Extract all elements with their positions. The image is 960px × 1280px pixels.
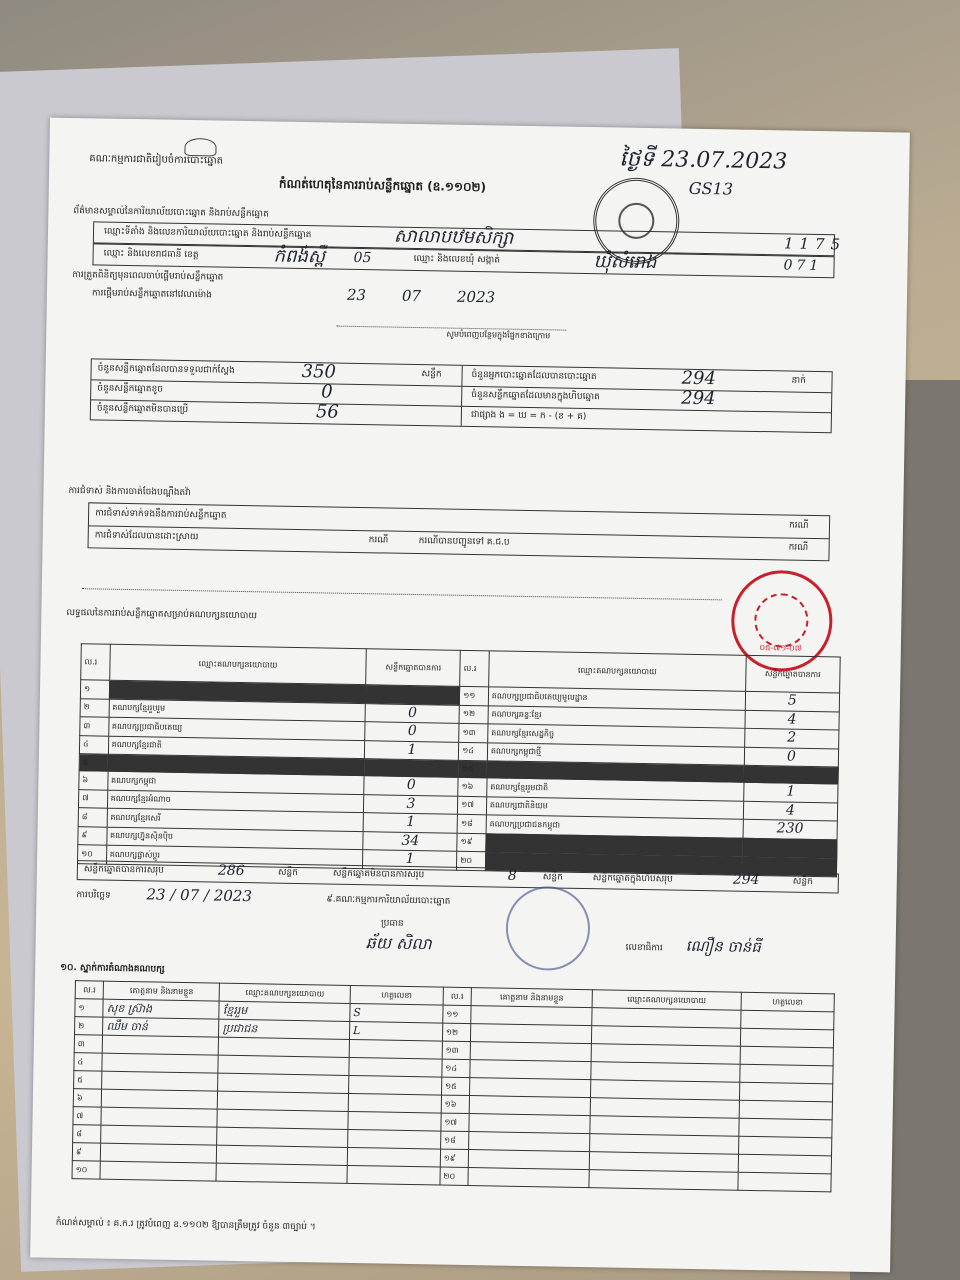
witness-no: ៩ — [72, 1143, 101, 1161]
handwritten-date: ថ្ងៃទី 23.07.2023 — [619, 146, 788, 175]
secretary-label: លេខាធិការ — [625, 942, 663, 954]
witness-no: ២០ — [440, 1167, 469, 1185]
witness-sign — [740, 1064, 833, 1084]
tally-party: គណបក្សប្រជាជនកម្ពុជា — [486, 815, 743, 838]
tally-header-party-2: ឈ្មោះគណបក្សនយោបាយ — [489, 651, 746, 691]
tally-party: គណបក្សខ្មែរជាតិ — [108, 736, 365, 759]
tally-header-no: ល.រ — [81, 644, 110, 680]
blue-seal-stamp — [505, 886, 590, 971]
witness-sign — [347, 1165, 440, 1185]
secretary-name: ណឿន ចាន់ធី — [685, 936, 761, 957]
tally-votes: 0 — [365, 722, 459, 742]
valid-total-value: 286 — [217, 862, 245, 880]
witness-no: ១៨ — [440, 1131, 469, 1149]
nec-emblem-icon — [184, 138, 216, 157]
witness-no: ១៦ — [441, 1095, 470, 1113]
tally-votes: 3 — [364, 794, 458, 814]
handwritten-number: GS13 — [688, 178, 734, 199]
witness-sign — [348, 1129, 441, 1149]
witness-name: ឈឹម ចាន់ — [103, 1017, 219, 1037]
tally-votes: 0 — [744, 747, 839, 767]
witness-name — [470, 1060, 591, 1080]
tally-votes: 4 — [743, 801, 838, 821]
witness-header-party-2: ឈ្មោះគណបក្សនយោបាយ — [592, 990, 741, 1011]
unused-label: ចំនួនសន្លឹកឆ្នោតមិនបានប្រើ — [96, 403, 189, 416]
tally-party: គណបក្សឆន្ទៈខ្មែរ — [488, 705, 745, 728]
witness-name — [101, 1107, 217, 1127]
witness-sign — [738, 1172, 831, 1192]
complaint-row2-code: ករណី — [368, 535, 389, 546]
complaint-box — [88, 502, 831, 561]
witness-no: ១៤ — [442, 1059, 471, 1077]
void-total-value: 8 — [507, 867, 517, 884]
fill-instruction: សូមបំពេញបន្ថែមក្នុងផ្នែកខាងក្រោម — [446, 329, 551, 341]
province-value: កំពង់ស្ពឺ — [273, 245, 326, 268]
commune-code: 071 — [783, 257, 823, 275]
tally-header-no-2: ល.រ — [460, 650, 489, 686]
box-total-unit: សន្លឹក — [792, 876, 813, 888]
tally-party: គណបក្សប្រជាធិបតេយ្យ — [108, 717, 365, 740]
witness-name — [470, 1078, 591, 1098]
witness-name — [468, 1168, 589, 1188]
witness-no: ៦ — [73, 1089, 102, 1107]
witness-header-name-2: គោត្តនាម និងនាមខ្លួន — [471, 988, 592, 1008]
province-label: ឈ្មោះ និងលេខរាជធានី ខេត្ត — [103, 248, 199, 261]
witness-sign — [740, 1028, 833, 1048]
tally-label: លទ្ធផលនៃការរាប់សន្លឹកឆ្នោតសម្រាប់គណបក្សនយោបាយ — [66, 607, 258, 622]
tally-party: គណបក្សខ្មែរសេដ្ឋកិច្ច — [488, 724, 745, 747]
complaint-row2-right: ករណីបានបញ្ជូនទៅ គ.ជ.ប — [418, 536, 510, 548]
tally-party: គណបក្សខ្មែរសេរី — [107, 808, 364, 831]
witness-no: ៤ — [74, 1053, 103, 1071]
tally-no: ៥ — [79, 754, 108, 771]
witness-header-party: ឈ្មោះគណបក្សនយោបាយ — [220, 983, 351, 1003]
tally-party: គណបក្សជាតិនិយម — [486, 796, 743, 819]
witness-name — [471, 1006, 592, 1026]
witness-sign — [739, 1100, 832, 1120]
witness-name — [469, 1132, 590, 1152]
witness-no: ១ — [75, 999, 104, 1017]
tally-no: ១៩ — [457, 833, 486, 852]
witness-no: ១៥ — [441, 1077, 470, 1095]
tally-votes — [742, 838, 837, 858]
chair-name: ឆ័យ សិលា — [365, 933, 432, 954]
witness-sign — [738, 1154, 831, 1174]
witness-no: ៨ — [73, 1125, 102, 1143]
tally-no: ១០ — [78, 845, 107, 864]
witness-no: ១៣ — [442, 1041, 471, 1059]
witness-name — [470, 1042, 591, 1062]
witness-header-sign: ហត្ថលេខា — [350, 985, 443, 1005]
complaint-row2: ការជំទាស់ដែលបានដោះស្រាយ — [94, 530, 199, 543]
tally-votes: 1 — [363, 850, 457, 870]
start-time-label: ការផ្តើមរាប់សន្លឹកឆ្នោតនៅវេលាម៉ោង — [91, 288, 213, 301]
witness-no: ២ — [75, 1017, 104, 1035]
received-label: ចំនួនសន្លឹកឆ្នោតដែលបានទទួលជាក់ស្តែង — [97, 363, 235, 376]
witness-name — [102, 1071, 218, 1091]
witness-sign — [347, 1147, 440, 1167]
tally-votes: 0 — [366, 703, 460, 723]
witness-no: ១២ — [442, 1023, 471, 1041]
counting-report-paper — [30, 118, 910, 1273]
witness-sign — [349, 1057, 442, 1077]
box-total-value: 294 — [732, 871, 760, 889]
voters-label: ចំនួនអ្នកបោះឆ្នោតដែលបានបោះឆ្នោត — [471, 369, 597, 383]
tally-no: ៧ — [78, 789, 107, 808]
tally-no: ៤ — [79, 735, 108, 754]
witness-party — [589, 1170, 738, 1191]
tally-table — [77, 643, 841, 877]
tally-no: ១៨ — [457, 814, 486, 833]
tally-no: ៩ — [78, 826, 107, 845]
tally-votes: 1 — [365, 740, 459, 760]
witness-sign — [348, 1093, 441, 1113]
witness-header-no-2: ល.រ — [443, 987, 472, 1005]
formula-label: ជាផ្សាង ង = ឃ = ក - (ខ + គ) — [470, 409, 587, 422]
tally-party: គណបក្សខ្មែររួមជាតិ — [487, 778, 744, 801]
witness-sign — [740, 1046, 833, 1066]
spoiled-value: 0 — [321, 381, 333, 403]
voters-unit: នាក់ — [791, 375, 806, 386]
location-value: សាលាបឋមសិក្សា — [393, 225, 514, 249]
witness-name — [102, 1053, 218, 1073]
witness-sign — [739, 1118, 832, 1138]
complaint-row1-code: ករណី — [788, 520, 809, 531]
tally-no: ១៥ — [458, 760, 487, 777]
witness-party — [218, 1091, 349, 1111]
witness-table — [71, 980, 834, 1192]
witness-header-no: ល.រ — [75, 981, 104, 999]
witness-name — [471, 1024, 592, 1044]
ballot-count-box — [90, 358, 833, 433]
box-ballots-value: 294 — [681, 387, 716, 410]
commune-value: ឃុំសំរោង — [593, 251, 657, 274]
complaint-row1: ការជំទាស់ទាក់ទងនឹងការរាប់សន្លឹកឆ្នោត — [95, 508, 227, 521]
witness-name — [469, 1114, 590, 1134]
start-month: 07 — [401, 286, 422, 306]
witness-name — [102, 1089, 218, 1109]
witness-sign — [739, 1136, 832, 1156]
witness-party — [219, 1037, 350, 1057]
signoff-date-label: ការបរិច្ឆេទ — [76, 890, 111, 901]
tally-no: ២ — [80, 698, 109, 717]
void-total-unit: សន្លឹក — [542, 872, 563, 883]
unused-value: 56 — [315, 401, 340, 423]
footer-note: កំណត់សម្គាល់ ៖ គ.ក.រ ត្រូវបំពេញ ឧ.១១០២ ឱ្យបានត្រឹមត្រូវ ចំនួន ៣ច្បាប់ ។ — [55, 1217, 316, 1233]
witness-no: ១៩ — [440, 1149, 469, 1167]
received-value: 350 — [301, 361, 337, 383]
valid-total-unit: សន្លឹក — [277, 867, 298, 879]
valid-total-label: សន្លឹកឆ្នោតបានការសរុប — [83, 864, 164, 876]
witness-name — [469, 1096, 590, 1116]
voters-value: 294 — [681, 367, 717, 390]
witness-no: ៥ — [74, 1071, 103, 1089]
witness-party: ប្រជាជន — [219, 1019, 350, 1039]
tally-no: ១៧ — [458, 796, 487, 815]
tally-party: គណបក្សកម្ពុជាថ្មី — [487, 742, 744, 765]
witness-no: ១០ — [72, 1161, 101, 1179]
tally-party: គណបក្សហ្វ៊ុនស៊ិនប៉ិច — [106, 827, 363, 850]
tally-votes — [366, 685, 460, 705]
tally-header-votes-2: សន្លឹកឆ្នោតបានការ — [745, 655, 840, 693]
witness-name — [101, 1125, 217, 1145]
tally-no: ១២ — [459, 705, 488, 724]
commune-label: ឈ្មោះ និងលេខឃុំ សង្កាត់ — [413, 253, 501, 266]
tally-votes: 0 — [364, 776, 458, 796]
tally-no: ៣ — [80, 717, 109, 736]
witness-party — [217, 1109, 348, 1129]
remarks-line — [82, 588, 722, 600]
box-total-label: សន្លឹកឆ្នោតក្នុងហិបសរុប — [592, 873, 673, 885]
spoiled-label: ចំនួនសន្លឹកឆ្នោតខូច — [97, 383, 164, 395]
tally-party: គណបក្សខ្មែរអំណាច — [107, 790, 364, 813]
witness-name — [103, 1035, 219, 1055]
section3-label: ការជំទាស់ និងការចាត់ចែងបណ្តឹងតវ៉ា — [68, 485, 191, 499]
witness-no: ៧ — [73, 1107, 102, 1125]
witness-party: ខ្មែររួម — [219, 1001, 350, 1021]
tally-votes: 34 — [363, 831, 457, 851]
void-total-label: សន្លឹកឆ្នោតមិនបានការសរុប — [332, 868, 425, 881]
witness-header-name: គោត្តនាម និងនាមខ្លួន — [103, 981, 219, 1001]
witness-name — [101, 1143, 217, 1163]
tally-no: ១៦ — [458, 777, 487, 796]
witness-party — [216, 1163, 347, 1183]
received-unit: សន្លឹក — [421, 369, 442, 380]
tally-votes: 1 — [364, 813, 458, 833]
tally-party: គណបក្សខ្មែររួបរួម — [109, 699, 366, 722]
tally-votes: 5 — [745, 691, 840, 711]
tally-no: ១៤ — [459, 742, 488, 761]
witness-name — [100, 1161, 216, 1181]
witness-sign — [349, 1039, 442, 1059]
tally-no: ៦ — [79, 771, 108, 790]
witness-sign — [348, 1111, 441, 1131]
tally-no: ១៣ — [459, 723, 488, 742]
location-code: 1175 — [783, 234, 847, 254]
witness-sign — [739, 1082, 832, 1102]
tally-party: គណបក្សប្រជាធិបតេយ្យមូលដ្ឋាន — [488, 687, 745, 710]
witness-name — [468, 1150, 589, 1170]
witness-name: សុខ ស្រ៊ាង — [103, 999, 219, 1019]
location-label: ឈ្មោះទីតាំង និងលេខការិយាល័យបោះឆ្នោត និងរាប់សន្លឹកឆ្នោត — [103, 226, 312, 241]
witness-no: ៣ — [74, 1035, 103, 1053]
org-name: គណៈកម្មការជាតិរៀបចំការបោះឆ្នោត — [89, 153, 224, 167]
witness-sign — [741, 1010, 834, 1030]
tally-votes: 2 — [744, 728, 839, 748]
province-code: 05 — [353, 249, 372, 267]
tally-votes: 1 — [743, 782, 838, 802]
section2-label: ការត្រួតពិនិត្យមុនពេលចាប់ផ្តើមរាប់សន្លឹកឆ្នោត — [72, 269, 224, 283]
witness-party — [217, 1127, 348, 1147]
tally-no: ១១ — [460, 686, 489, 705]
committee-label: ៩.គណៈកម្មការការិយាល័យបោះឆ្នោត — [326, 894, 451, 907]
signoff-date-value: 23 / 07 / 2023 — [146, 885, 253, 906]
tally-party: គណបក្សកម្ពុជា — [107, 771, 364, 794]
tally-votes — [365, 759, 459, 778]
tally-no: ២០ — [457, 851, 486, 870]
tally-header-party: ឈ្មោះគណបក្សនយោបាយ — [109, 644, 366, 684]
witness-header-sign-2: ហត្ថលេខា — [741, 992, 834, 1012]
start-year: 2023 — [456, 287, 496, 307]
tally-party: គណបក្សផ្លាស់ប្តូរ — [106, 845, 363, 868]
witness-party — [217, 1145, 348, 1165]
witness-sign: L — [349, 1021, 442, 1041]
tally-votes — [744, 765, 839, 784]
witness-sign: S — [350, 1003, 443, 1023]
chair-label: ប្រធាន — [380, 918, 404, 929]
box-ballots-label: ចំនួនសន្លឹកឆ្នោតដែលមានក្នុងហិបឆ្នោត — [471, 389, 600, 403]
witness-party — [218, 1055, 349, 1075]
witness-party — [218, 1073, 349, 1093]
page-title: កំណត់ហេតុនៃការរាប់សន្លឹកឆ្នោត (ឧ.១១០២) — [278, 176, 487, 195]
complaint-row2-right-code: ករណី — [788, 542, 809, 553]
tally-header-votes: សន្លឹកឆ្នោតបានការ — [366, 649, 460, 687]
witness-no: ១១ — [443, 1005, 472, 1023]
start-day: 23 — [346, 285, 367, 305]
tally-no: ១ — [80, 680, 109, 699]
tally-votes: 230 — [743, 819, 838, 839]
witness-sign — [348, 1075, 441, 1095]
tally-no: ៨ — [78, 808, 107, 827]
tally-votes: 4 — [745, 710, 840, 730]
witness-no: ១៧ — [441, 1113, 470, 1131]
red-commune-stamp: ០៥-៧១-០៧ — [730, 570, 833, 673]
witness-label: ១០. ស្នាក់ការតំណាងគណបក្ស — [60, 962, 165, 975]
section1-label: ព័ត៌មានសម្គាល់នៃការិយាល័យបោះឆ្នោត និងរាប់សន្លឹកឆ្នោត — [73, 206, 269, 220]
